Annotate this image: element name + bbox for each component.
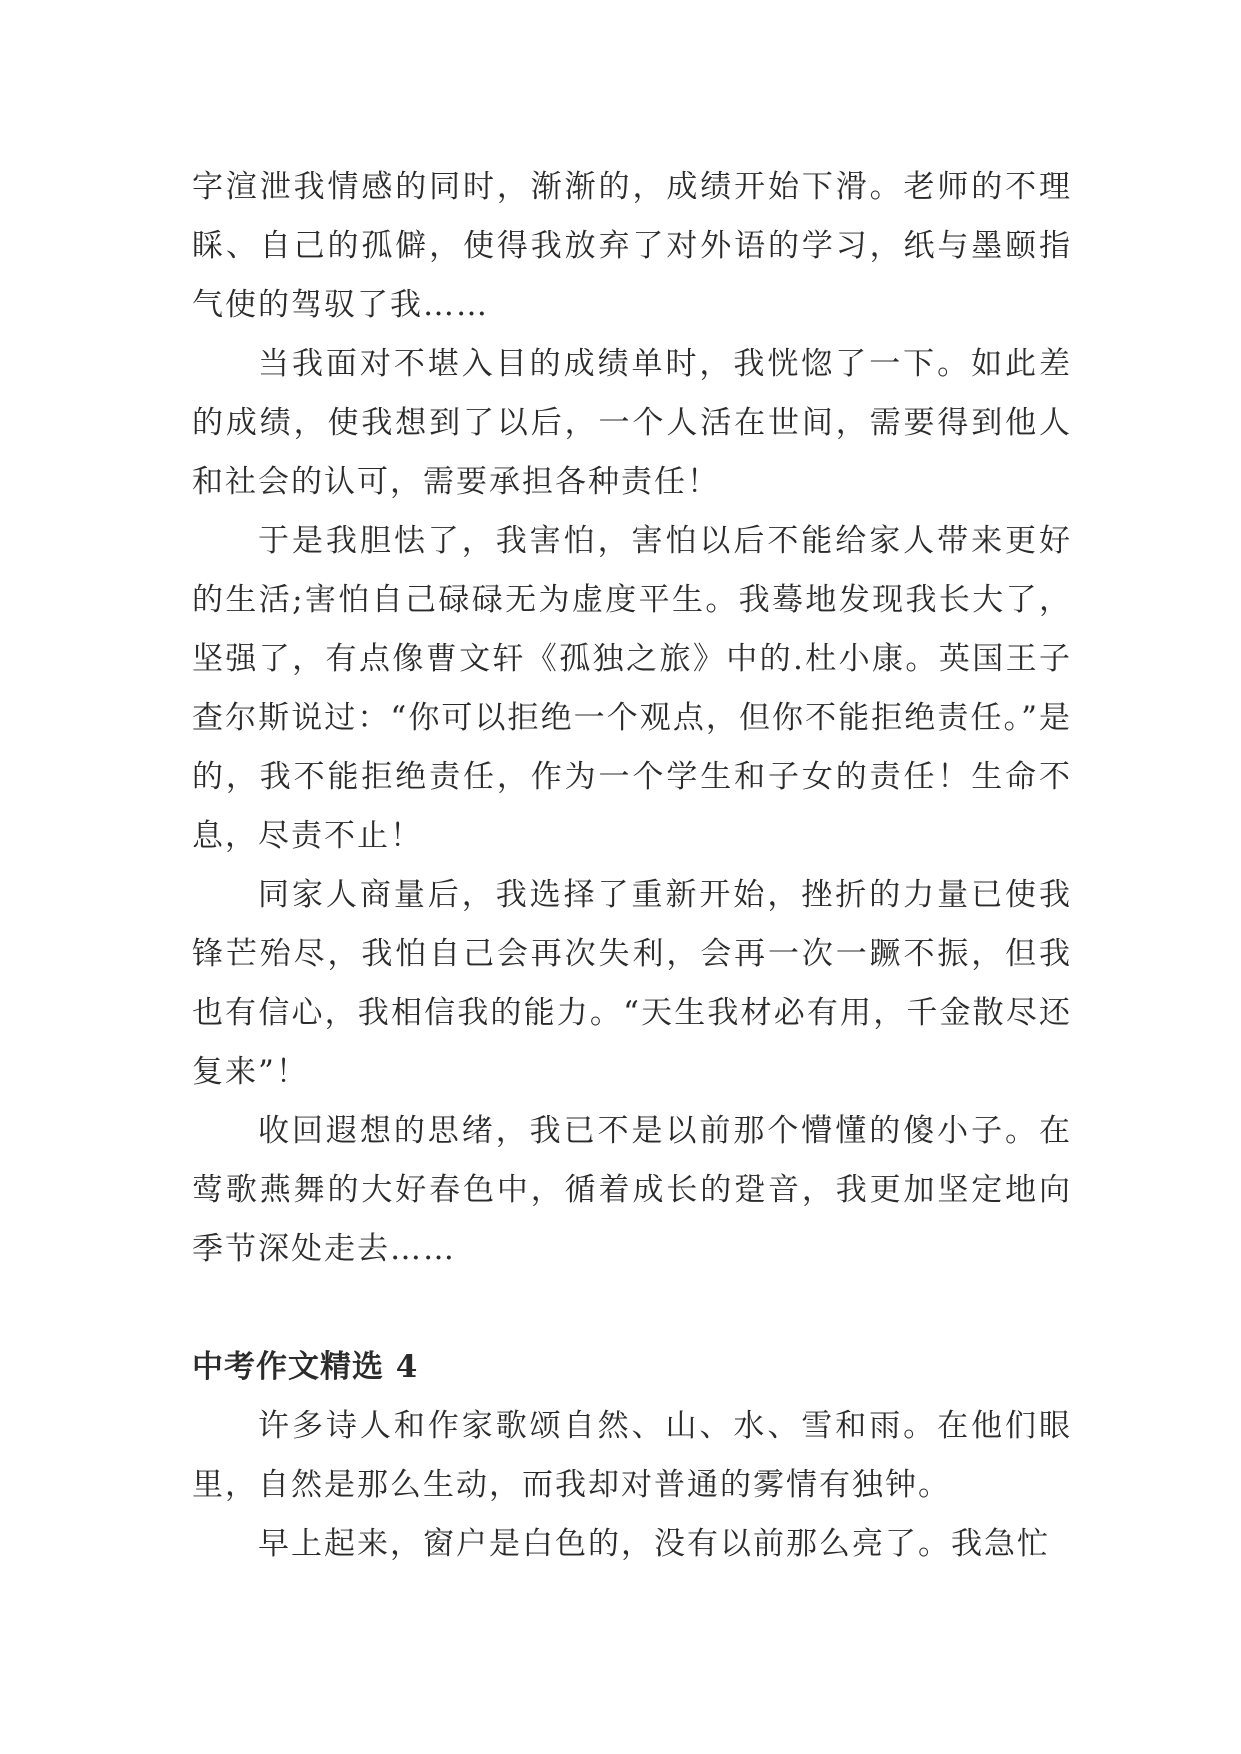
paragraph: 收回遐想的思绪，我已不是以前那个懵懂的傻小子。在莺歌燕舞的大好春色中，循着成长的跫音，我更加坚定地向季节深处走去…… <box>192 1113 1072 1267</box>
paragraph: 当我面对不堪入目的成绩单时，我恍惚了一下。如此差的成绩，使我想到了以后，一个人活在世间，需要得到他人和社会的认可，需要承担各种责任！ <box>192 346 1072 500</box>
section-title: 中考作文精选 4 <box>192 1349 419 1385</box>
paragraph: 许多诗人和作家歌颂自然、山、水、雪和雨。在他们眼里，自然是那么生动，而我却对普通的雾情有独钟。 <box>192 1408 1072 1503</box>
paragraph: 于是我胆怯了，我害怕，害怕以后不能给家人带来更好的生活;害怕自己碌碌无为虚度平生。我蓦地发现我长大了，坚强了，有点像曹文轩《孤独之旅》中的.杜小康。英国王子查尔斯说过：“你可以拒绝一个观点，但你不能拒绝责任。”是的，我不能拒绝责任，作为一个学生和子女的责任！生命不息，尽责不止！ <box>192 523 1072 854</box>
paragraph: 字渲泄我情感的同时，渐渐的，成绩开始下滑。老师的不理睬、自己的孤僻，使得我放弃了对外语的学习，纸与墨颐指气使的驾驭了我…… <box>192 169 1072 323</box>
document-body <box>192 158 1072 1574</box>
paragraph: 早上起来，窗户是白色的，没有以前那么亮了。我急忙 <box>258 1526 1050 1562</box>
paragraph: 同家人商量后，我选择了重新开始，挫折的力量已使我锋芒殆尽，我怕自己会再次失利，会再一次一蹶不振，但我也有信心，我相信我的能力。“天生我材必有用，千金散尽还复来”！ <box>192 877 1072 1090</box>
